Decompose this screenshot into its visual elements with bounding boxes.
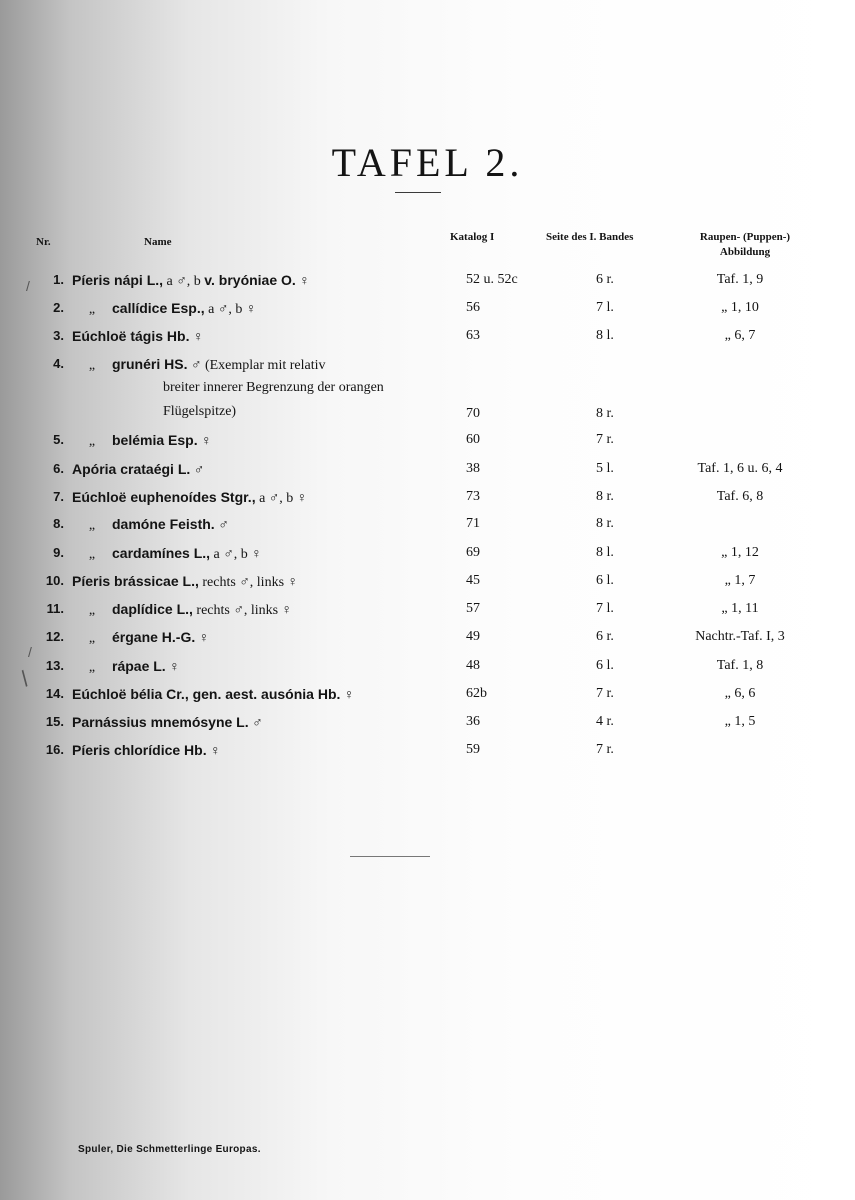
species-name: [72, 461, 204, 479]
table-row: [0, 714, 855, 738]
species-name: [72, 300, 256, 318]
ditto-mark: „: [88, 547, 96, 562]
page-ref: 7 l.: [596, 601, 614, 616]
name-part: daplídice L.,: [112, 601, 193, 617]
footer-citation: Spuler, Die Schmetterlinge Europas.: [78, 1144, 261, 1155]
table-row: [0, 272, 855, 296]
table-row: [0, 629, 855, 653]
species-name: [72, 272, 310, 290]
name-part: a ♂, b ♀: [204, 302, 257, 317]
table-row: [0, 573, 855, 597]
page-ref: 8 r.: [596, 516, 614, 531]
name-part: ♀: [206, 744, 221, 759]
name-part: rápae L.: [112, 658, 166, 674]
row-number: 3.: [53, 328, 64, 343]
row-number: 9.: [53, 545, 64, 560]
table-row: [0, 461, 855, 485]
species-name: [72, 432, 212, 450]
header-raupen: [680, 230, 810, 260]
ditto-mark: „: [88, 631, 96, 646]
table-row: [0, 601, 855, 625]
row-number: 13.: [45, 658, 64, 673]
name-part: callídice Esp.,: [112, 300, 205, 316]
name-part: ♂: [248, 716, 263, 731]
page-ref: 8 r.: [596, 406, 614, 421]
species-name: [72, 714, 263, 732]
margin-tick: /: [15, 666, 34, 691]
larva-figure-ref: „ 1, 7: [724, 573, 756, 588]
larva-figure-ref: „ 6, 6: [724, 686, 756, 701]
name-part: a ♂, b ♀: [255, 491, 308, 506]
name-part: Píeris chlorídice Hb.: [72, 742, 207, 758]
species-name: [72, 686, 354, 704]
name-part: Parnássius mnemósyne L.: [72, 714, 249, 730]
page-ref: 7 r.: [596, 432, 614, 447]
name-part: ♀: [195, 631, 210, 646]
page-ref: 8 l.: [596, 328, 614, 343]
name-part: ♀: [197, 434, 212, 449]
row-number: 5.: [53, 432, 64, 447]
row-number: 2.: [53, 300, 64, 315]
ditto-mark: „: [88, 358, 96, 373]
name-part: érgane H.-G.: [112, 629, 196, 645]
species-name: [72, 629, 209, 647]
row-number: 6.: [53, 461, 64, 476]
ditto-mark: „: [88, 434, 96, 449]
header-nr: Nr.: [36, 236, 51, 248]
row-number: 1.: [53, 272, 64, 287]
page-ref: 4 r.: [596, 714, 614, 729]
name-part: ♂ (Exemplar mit relativ: [187, 358, 326, 373]
table-row: [0, 742, 855, 766]
name-part: Apória crataégi L.: [72, 461, 191, 477]
page-ref: 6 r.: [596, 629, 614, 644]
table-row: [0, 658, 855, 682]
title-divider: [395, 192, 441, 193]
table-row: [0, 356, 855, 421]
page-title: TAFEL 2.: [331, 139, 524, 185]
katalog-ref: 52 u. 52c: [466, 272, 518, 287]
name-part: ♂: [190, 463, 205, 478]
species-name: [72, 573, 298, 591]
header-katalog: Katalog I: [450, 231, 495, 243]
species-name: [72, 328, 203, 346]
page-ref: 5 l.: [596, 461, 614, 476]
name-part: v. bryóniae O.: [204, 272, 296, 288]
katalog-ref: 49: [466, 629, 480, 644]
species-name-continuation: Flügelspitze): [163, 404, 237, 419]
larva-figure-ref: Nachtr.-Taf. I, 3: [695, 629, 785, 644]
larva-figure-ref: „ 1, 12: [721, 545, 759, 560]
margin-tick: /: [26, 278, 30, 294]
page-ref: 6 l.: [596, 658, 614, 673]
species-name: [72, 516, 229, 534]
name-part: ♀: [295, 274, 310, 289]
katalog-ref: 48: [466, 658, 480, 673]
katalog-ref: 59: [466, 742, 480, 757]
name-part: cardamínes L.,: [112, 545, 211, 561]
table-row: [0, 432, 855, 456]
katalog-ref: 57: [466, 601, 480, 616]
page-ref: 6 l.: [596, 573, 614, 588]
name-part: Eúchloë tágis Hb.: [72, 328, 190, 344]
name-part: damóne Feisth.: [112, 516, 215, 532]
larva-figure-ref: Taf. 1, 6 u. 6, 4: [697, 461, 783, 476]
table-row: [0, 545, 855, 569]
name-part: ♀: [165, 660, 180, 675]
katalog-ref: 63: [466, 328, 480, 343]
name-part: a ♂, b: [163, 274, 205, 289]
name-part: ♂: [214, 518, 229, 533]
name-part: Eúchloë bélia Cr., gen. aest. ausónia Hb.: [72, 686, 341, 702]
larva-figure-ref: Taf. 1, 8: [716, 658, 764, 673]
katalog-ref: 60: [466, 432, 480, 447]
name-part: ♀: [189, 330, 204, 345]
larva-figure-ref: Taf. 6, 8: [716, 489, 764, 504]
name-part: Píeris brássicae L.,: [72, 573, 199, 589]
katalog-ref: 45: [466, 573, 480, 588]
name-part: a ♂, b ♀: [210, 547, 262, 562]
larva-figure-ref: „ 1, 10: [721, 300, 759, 315]
katalog-ref: 69: [466, 545, 480, 560]
page-ref: 7 r.: [596, 742, 614, 757]
row-number: 11.: [46, 601, 64, 616]
margin-tick: /: [28, 644, 32, 660]
page-ref: 6 r.: [596, 272, 614, 287]
name-part: ♀: [340, 688, 355, 703]
table-row: [0, 516, 855, 540]
table-row: [0, 300, 855, 324]
page-ref: 7 r.: [596, 686, 614, 701]
katalog-ref: 70: [466, 406, 480, 421]
ditto-mark: „: [88, 518, 96, 533]
table-row: [0, 686, 855, 710]
katalog-ref: 38: [466, 461, 480, 476]
species-name: [72, 489, 307, 507]
row-number: 7.: [53, 489, 64, 504]
header-name: Name: [144, 236, 172, 248]
header-raupen-line2: Abbildung: [719, 246, 771, 258]
page-ref: 7 l.: [596, 300, 614, 315]
name-part: belémia Esp.: [112, 432, 198, 448]
name-part: Píeris nápi L.,: [72, 272, 164, 288]
row-number: 14.: [45, 686, 64, 701]
larva-figure-ref: „ 1, 11: [721, 601, 759, 616]
table-row: [0, 328, 855, 352]
species-name: [72, 658, 180, 676]
larva-figure-ref: „ 1, 5: [724, 714, 756, 729]
species-name: [72, 601, 292, 619]
katalog-ref: 71: [466, 516, 480, 531]
header-seite: Seite des I. Bandes: [546, 231, 634, 243]
table-row: [0, 489, 855, 513]
page-ref: 8 l.: [596, 545, 614, 560]
katalog-ref: 62b: [466, 686, 487, 701]
row-number: 16.: [45, 742, 64, 757]
name-part: rechts ♂, links ♀: [192, 603, 293, 618]
ditto-mark: „: [88, 660, 96, 675]
bottom-divider: [350, 856, 430, 857]
species-name: [72, 742, 221, 760]
ditto-mark: „: [88, 603, 96, 618]
name-part: grunéri HS.: [112, 356, 188, 372]
ditto-mark: „: [88, 302, 96, 317]
page-ref: 8 r.: [596, 489, 614, 504]
row-number: 8.: [53, 516, 64, 531]
row-number: 15.: [45, 714, 64, 729]
name-part: Eúchloë euphenoídes Stgr.,: [72, 489, 256, 505]
species-name: [72, 545, 262, 563]
katalog-ref: 56: [466, 300, 480, 315]
row-number: 10.: [45, 573, 64, 588]
row-number: 4.: [53, 356, 64, 371]
species-name-continuation: breiter innerer Begrenzung der orangen: [163, 380, 384, 395]
katalog-ref: 73: [466, 489, 480, 504]
larva-figure-ref: Taf. 1, 9: [716, 272, 764, 287]
species-name: [72, 356, 325, 374]
row-number: 12.: [45, 629, 64, 644]
header-raupen-line1: Raupen- (Puppen-): [699, 231, 791, 243]
larva-figure-ref: „ 6, 7: [724, 328, 756, 343]
name-part: rechts ♂, links ♀: [198, 575, 299, 590]
katalog-ref: 36: [466, 714, 480, 729]
